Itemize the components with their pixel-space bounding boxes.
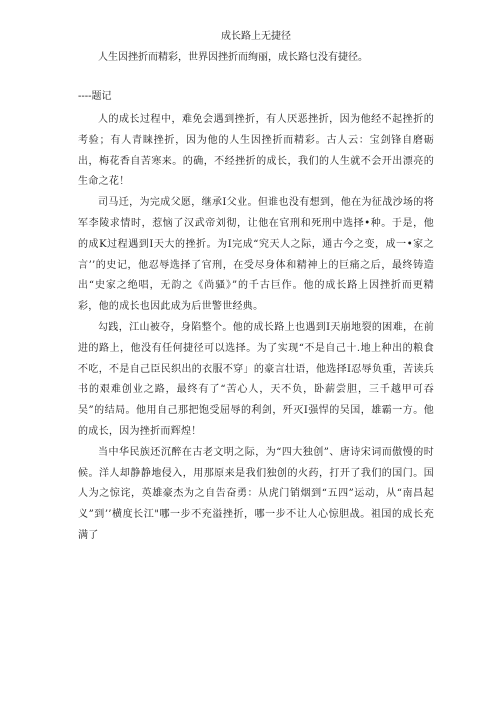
epigraph-signature: ----题记	[78, 91, 112, 102]
body-paragraph-2: 司马迁，为完成父愿，继承Ι父业。但谁也没有想到，他在为征战沙场的将军李陵求情时，惹恼了汉武帝刘彻，让他在官刑和死刑中选择•种。于是，他的成K过程遇到Ι天大的挫折。为Ι完成“究天人之际，通古今之变，成一•家之言’’的史记，他忍辱选择了官刑，在受尽身体和精神上的巨痛之后，最终铸造出“史家之绝唱，无韵之《尚骚》”的千古巨作。他的成长路上因挫折而更精彩，他的成长也因此成为后世警世经典。	[78, 197, 434, 313]
body-paragraph-1: 人的成长过程中，难免会遇到挫折，有人厌恶挫折，因为他经不起挫折的考验；有人青睐挫折，因为他的人生因挫折而精彩。古人云：宝剑锋自磨砺出，梅花香自苦寒来。的确，不经挫折的成长，我们的人生就不会开出漂亮的生命之花！	[78, 114, 434, 188]
epigraph: 人生因挫折而精彩，世界因挫折而绚丽，成长路乜没有捷径。	[98, 52, 368, 63]
body-paragraph-4: 当中华民族还沉醉在古老文明之际，为“四大独创”、唐诗宋词而傲慢的时候。洋人却静静地侵入，用那原来是我们独创的火药，打开了我们的国门。国人为之惊诧，英雄豪杰为之自告奋勇：从虎门销烟到“五四”运动，从“南昌起义”到’’横度长江"哪一步不充溢挫折，哪一步不让人心惊胆战。祖国的成长充满了	[78, 446, 434, 541]
page-title: 成长路上无捷径	[221, 31, 291, 42]
body-paragraph-3: 勾践，江山被夺，身陷整个。他的成长路上也遇到Ι天崩地裂的困难，在前进的路上，他没有任何捷径可以选择。为了实现“不是自己十.地上种出的粮食不吃，不是自己臣民织出的衣服不穿」的豪言壮语，他选择Ι忍辱负重，苦读兵书的艰难创业之路，最终有了“苦心人，天不负，卧薪尝胆，三千越甲可吞吴”的结局。他用自己那把饱受屈辱的利剑，歼灭Ι强悍的吴国，雄霸一方。他的成长，因为挫折而辉煌！	[78, 321, 434, 437]
